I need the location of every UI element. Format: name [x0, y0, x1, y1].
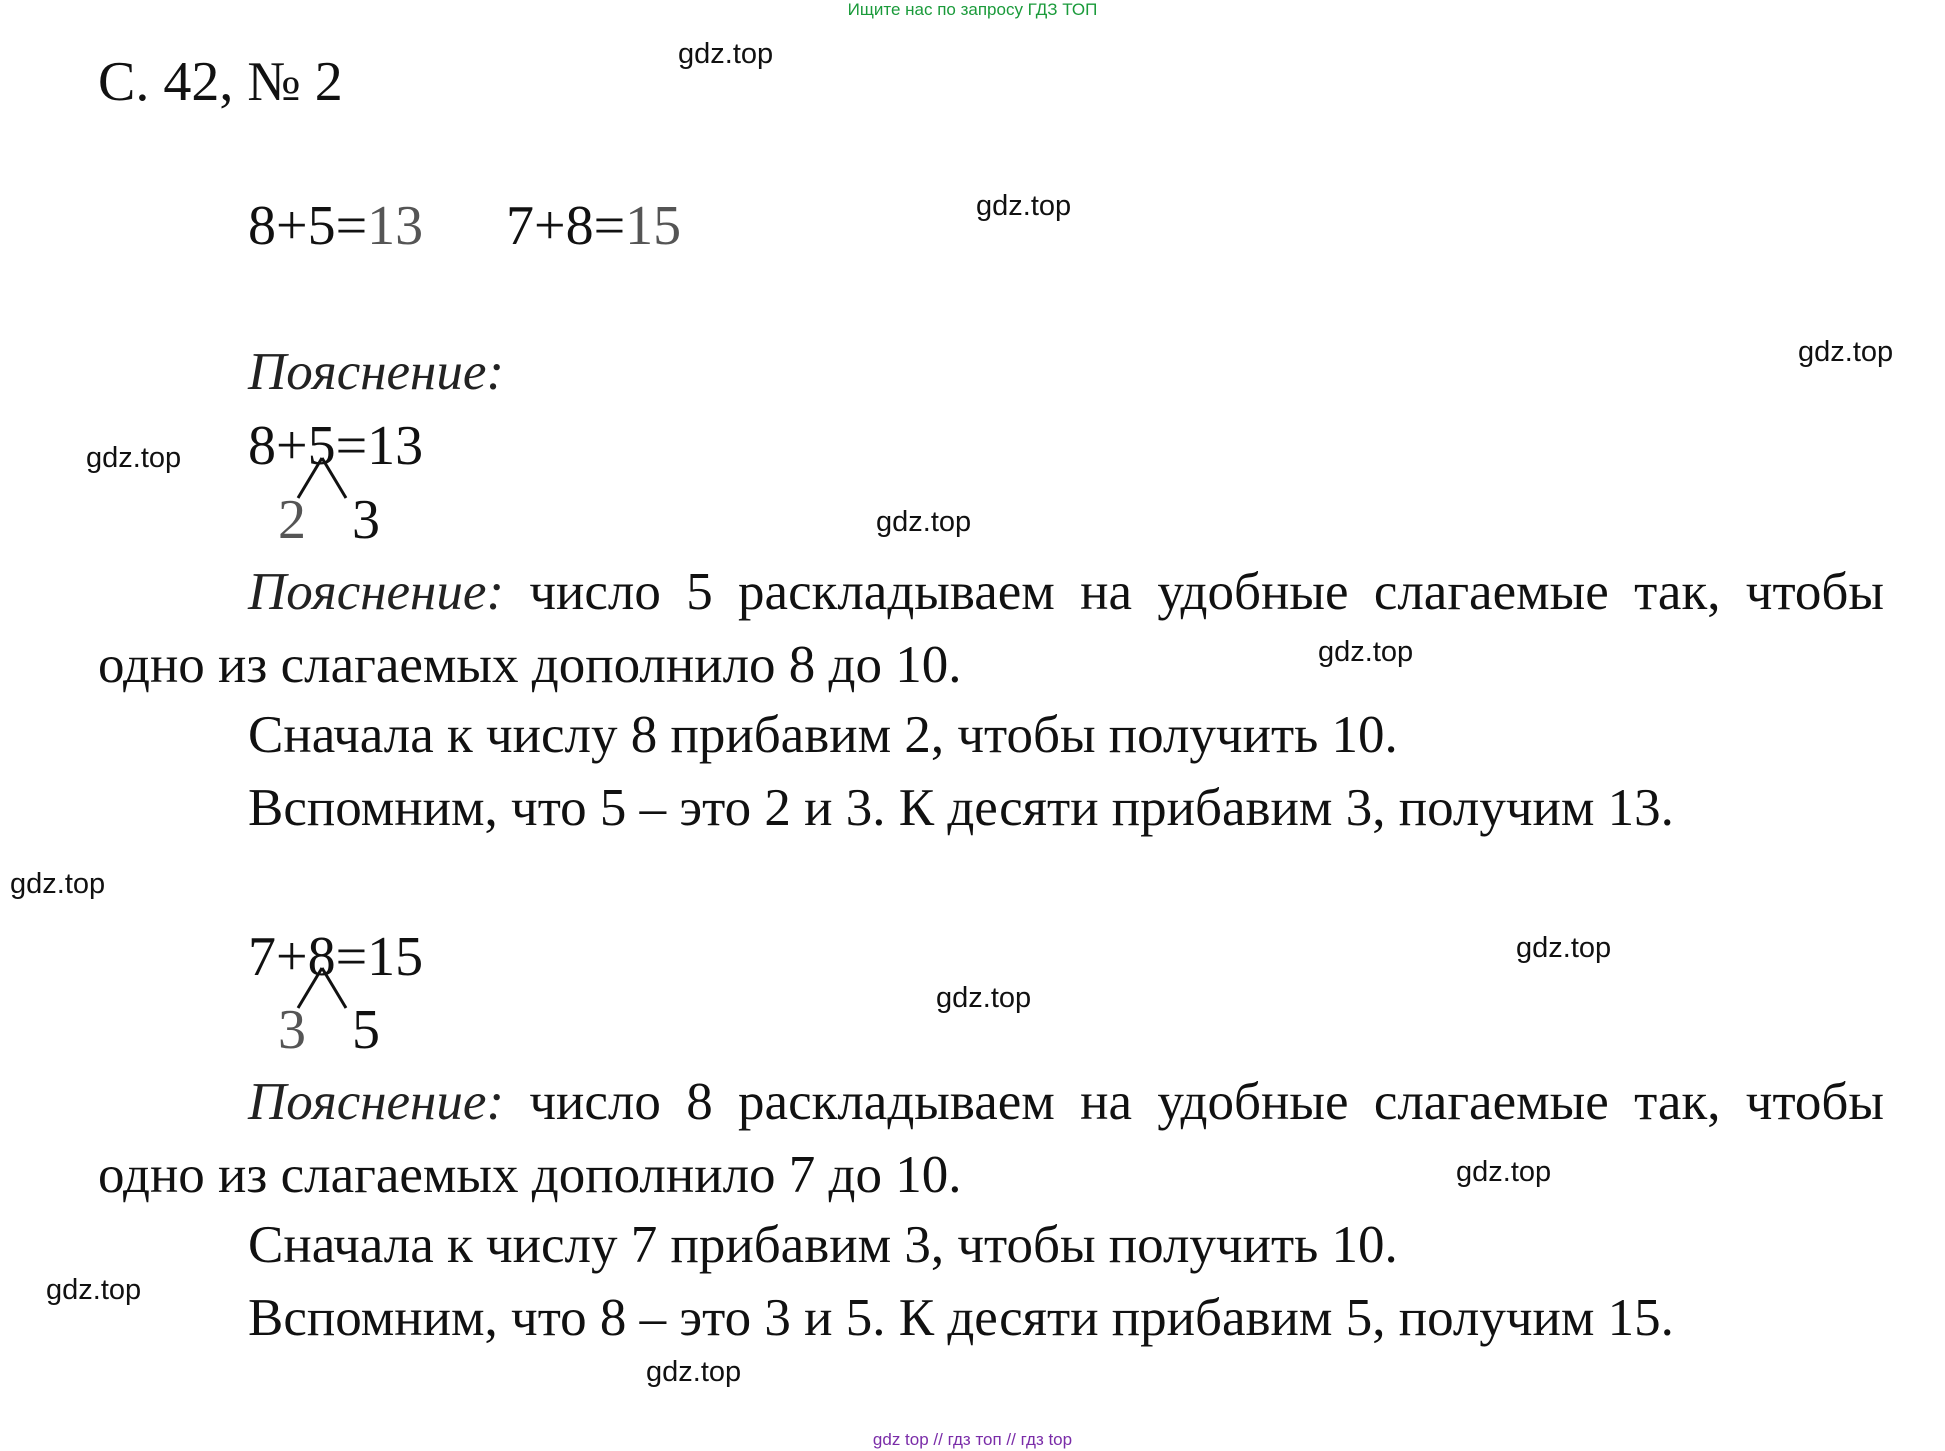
watermark: gdz.top	[1516, 932, 1612, 964]
example2-part-right: 5	[352, 999, 380, 1061]
answer-equation-2	[506, 194, 681, 258]
example1-equation: 8+5=13	[248, 415, 424, 477]
explanation-label: Пояснение:	[248, 1073, 505, 1131]
example1-explanation-text: число 5 раскладываем на удобные слагаемые так, чтобы одно из слагаемых дополнило 8 до 10.	[98, 563, 1884, 694]
branch-right-line	[322, 458, 346, 498]
watermark: gdz.top	[976, 190, 1072, 222]
watermark: gdz.top	[1318, 636, 1414, 668]
watermark: gdz.top	[1456, 1156, 1552, 1188]
example1-step2: Вспомним, что 5 – это 2 и 3. К десяти прибавим 3, получим 13.	[248, 779, 1674, 837]
answer-result-2: 15	[625, 195, 682, 257]
watermark: gdz.top	[876, 506, 972, 538]
answer-expression-2: 7+8=	[506, 195, 626, 257]
answer-result-1: 13	[367, 195, 424, 257]
explanation-heading: Пояснение:	[248, 343, 505, 401]
explanation-label: Пояснение:	[248, 563, 505, 621]
watermark: gdz.top	[86, 442, 182, 474]
example1-part-right: 3	[352, 489, 380, 551]
top-banner: Ищите нас по запросу ГДЗ ТОП	[847, 0, 1098, 19]
watermark: gdz.top	[1798, 336, 1894, 368]
example1-step1: Сначала к числу 8 прибавим 2, чтобы получить 10.	[248, 706, 1398, 764]
example1-explanation	[98, 556, 1884, 702]
example2-explanation	[98, 1066, 1884, 1212]
example1-part-left: 2	[278, 489, 306, 551]
watermark: gdz.top	[678, 38, 774, 70]
branch-right-line	[322, 968, 346, 1008]
example2-part-left: 3	[278, 999, 306, 1061]
watermark: gdz.top	[646, 1356, 742, 1388]
watermark: gdz.top	[10, 868, 106, 900]
example2-step1: Сначала к числу 7 прибавим 3, чтобы получить 10.	[248, 1216, 1398, 1274]
watermark: gdz.top	[46, 1274, 142, 1306]
example2-equation: 7+8=15	[248, 926, 424, 988]
footer-links: gdz top // гдз топ // гдз top	[872, 1430, 1073, 1449]
page-title: С. 42, № 2	[98, 51, 343, 113]
answer-equation-1	[248, 194, 423, 258]
example2-step2: Вспомним, что 8 – это 3 и 5. К десяти прибавим 5, получим 15.	[248, 1289, 1674, 1347]
example2-explanation-text: число 8 раскладываем на удобные слагаемые так, чтобы одно из слагаемых дополнило 7 до 10.	[98, 1073, 1884, 1204]
watermark: gdz.top	[936, 982, 1032, 1014]
answer-expression-1: 8+5=	[248, 195, 368, 257]
